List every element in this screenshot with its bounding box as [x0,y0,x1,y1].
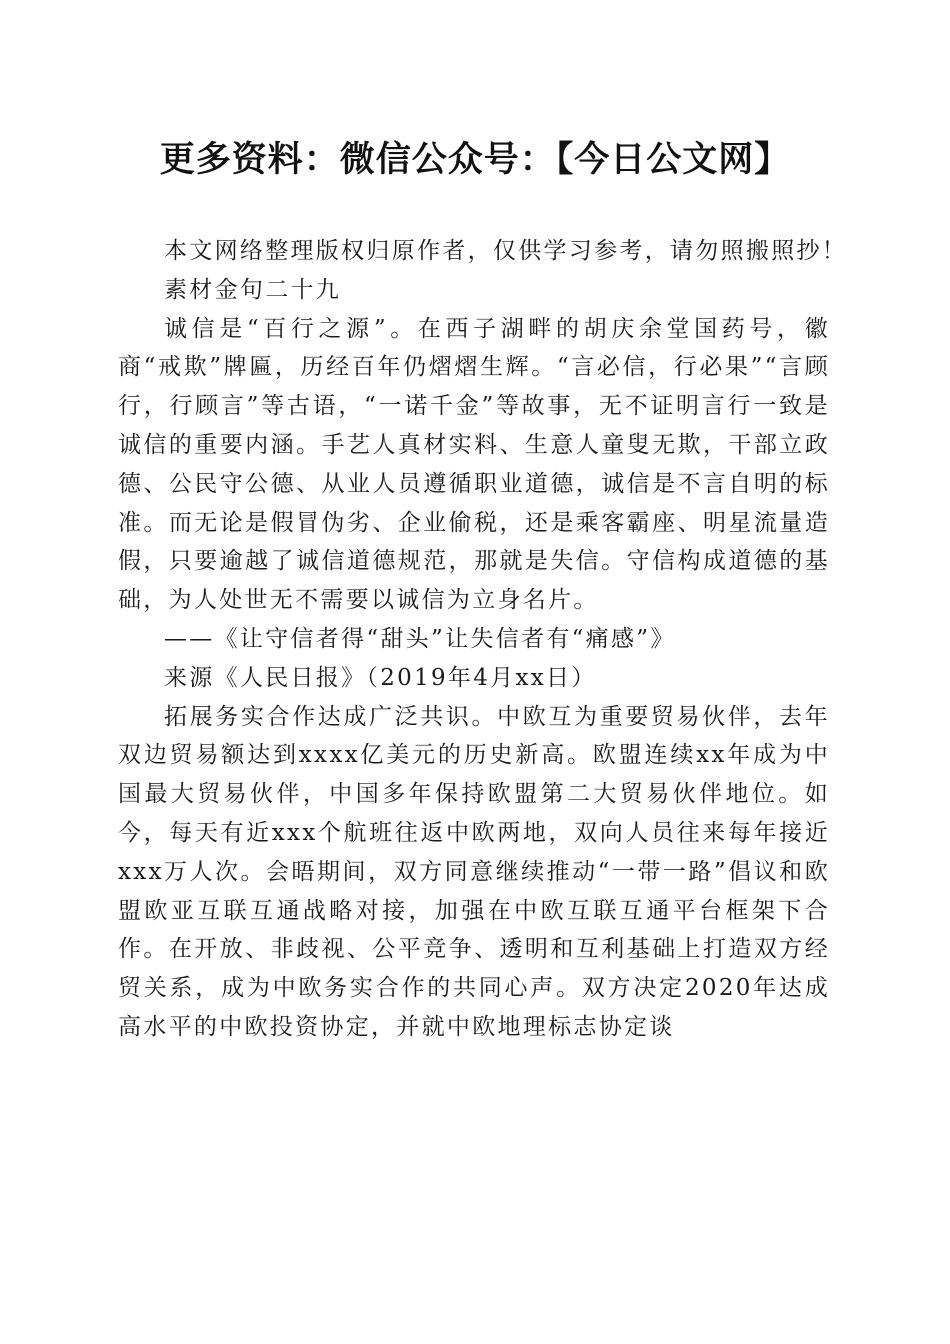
copyright-notice: 本文网络整理版权归原作者，仅供学习参考，请勿照搬照抄！ [164,238,848,264]
page-title: 更多资料：微信公众号：【今日公文网】 [159,139,791,180]
paragraph-integrity: 诚信是“百行之源”。在西子湖畔的胡庆余堂国药号，徽商“戒欺”牌匾，历经百年仍熠熠生辉。“言必信，行必果”“言顾行，行顾言”等古语，“一诺千金”等故事，无不证明言行一致是诚信的重要内涵。手艺人真材实料、生意人童叟无欺，干部立政德、公民守公德、从业人员遵循职业道德，诚信是不言自明的标准。而无论是假冒伪劣、企业偷税，还是乘客霸座、明星流量造假，只要逾越了诚信道德规范，那就是失信。守信构成道德的基础，为人处世无不需要以诚信为立身名片。 [118,315,830,614]
article-citation: ——《让守信者得“甜头”让失信者有“痛感”》 [164,625,676,652]
section-heading: 素材金句二十九 [164,276,342,303]
source-line: 来源《人民日报》（2019年4月xx日） [164,664,597,691]
paragraph-cooperation: 拓展务实合作达成广泛共识。中欧互为重要贸易伙伴，去年双边贸易额达到xxxx亿美元的历史新高。欧盟连续xx年成为中国最大贸易伙伴，中国多年保持欧盟第二大贸易伙伴地位。如今，每天有近xxx个航班往返中欧两地，双向人员往来每年接近xxx万人次。会晤期间，双方同意继续推动“一带一路”倡议和欧盟欧亚互联互通战略对接，加强在中欧互联互通平台框架下合作。在开放、非歧视、公平竞争、透明和互利基础上打造双方经贸关系，成为中欧务实合作的共同心声。双方决定2020年达成高水平的中欧投资协定，并就中欧地理标志协定谈 [118,703,830,1040]
document-body [118,232,848,1047]
